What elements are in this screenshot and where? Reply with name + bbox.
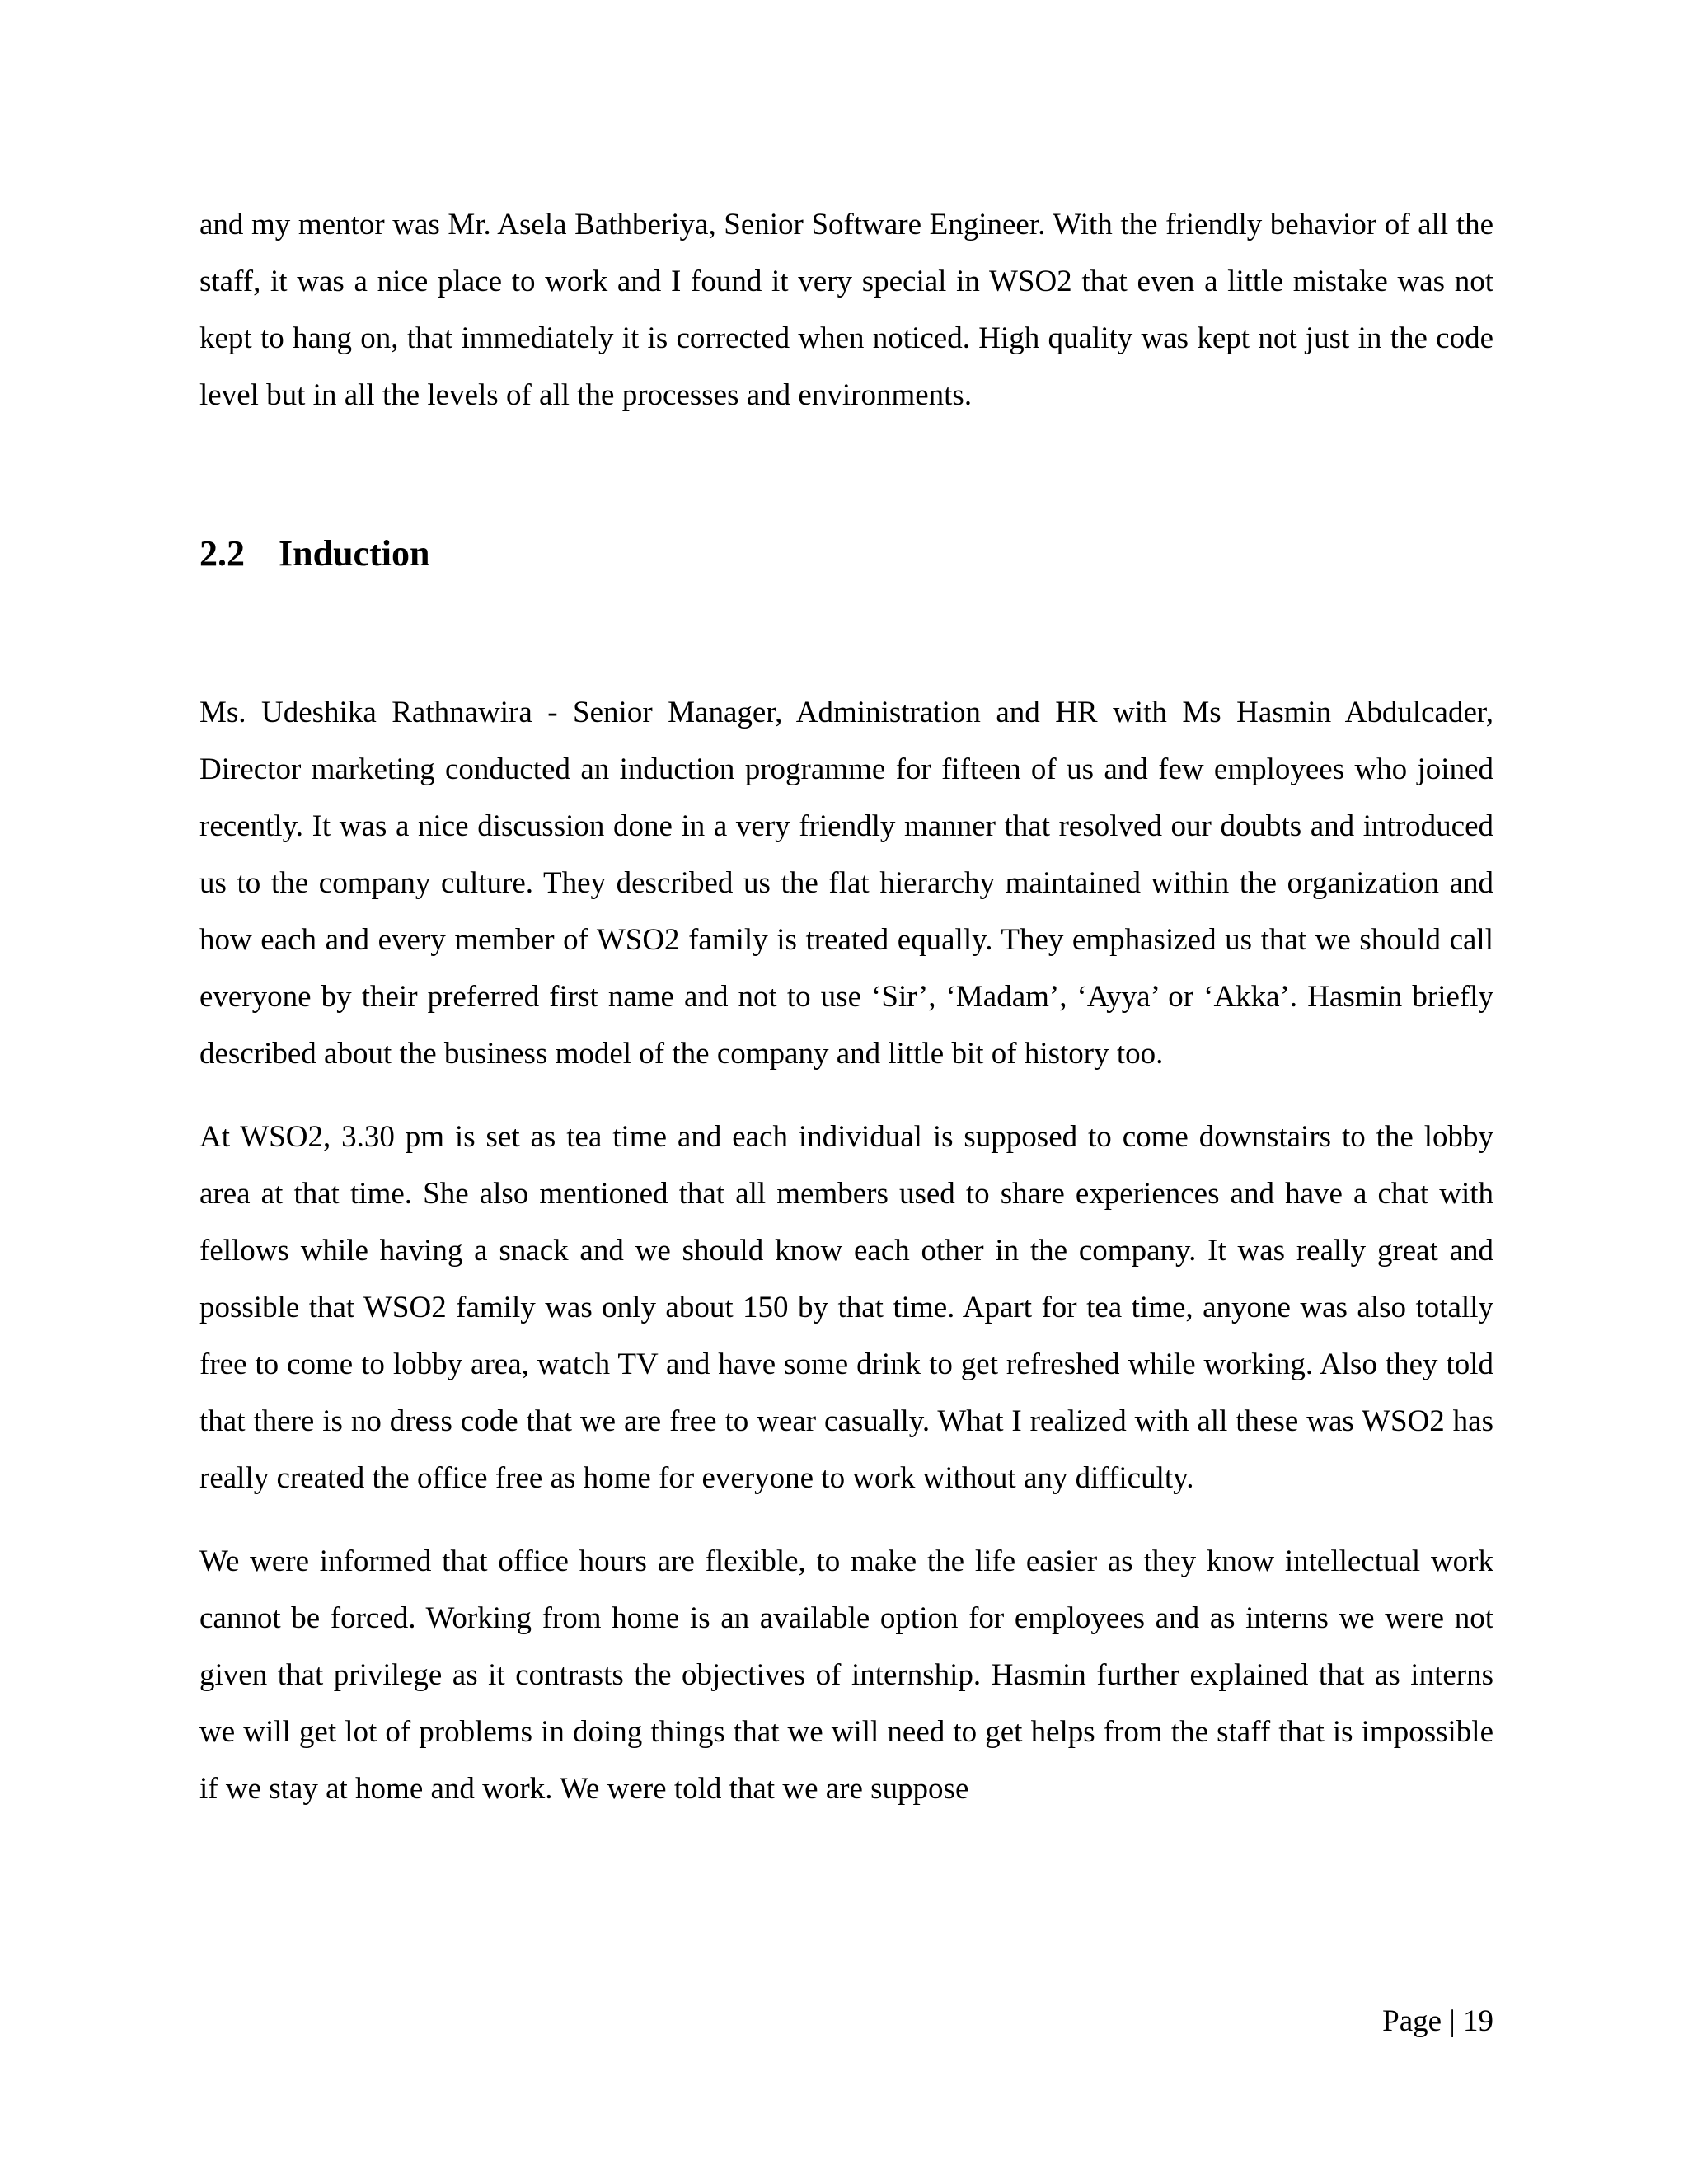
paragraph-induction-overview: Ms. Udeshika Rathnawira - Senior Manager, Administration and HR with Ms Hasmin Abdulcader, Director marketing conducted an induction programme for fifteen of us and few employees who joined recently. It was a nice discussion done in a very friendly manner that resolved our doubts and introduced us to the company culture. They described us the flat hierarchy maintained within the organization and how each and every member of WSO2 family is treated equally. They emphasized us that we should call everyone by their preferred first name and not to use ‘Sir’, ‘Madam’, ‘Ayya’ or ‘Akka’. Hasmin briefly described about the business model of the company and little bit of history too.: [199, 696, 1493, 1071]
section-number: 2.2: [199, 533, 245, 574]
intro-paragraph: and my mentor was Mr. Asela Bathberiya, Senior Software Engineer. With the friendly behavior of all the staff, it was a nice place to work and I found it very special in WSO2 that even a little mistake was not kept to hang on, that immediately it is corrected when noticed. High quality was kept not just in the code level but in all the levels of all the processes and environments.: [199, 208, 1493, 412]
paragraph-tea-time: At WSO2, 3.30 pm is set as tea time and each individual is supposed to come downstairs to the lobby area at that time. She also mentioned that all members used to share experiences and have a chat with fellows while having a snack and we should know each other in the company. It was really great and possible that WSO2 family was only about 150 by that time. Apart for tea time, anyone was also totally free to come to lobby area, watch TV and have some drink to get refreshed while working. Also they told that there is no dress code that we are free to wear casually. What I realized with all these was WSO2 has really created the office free as home for everyone to work without any difficulty.: [199, 1120, 1493, 1495]
page-number: Page | 19: [1382, 2004, 1493, 2038]
section-heading-block: [199, 529, 1493, 579]
paragraph-office-hours: We were informed that office hours are flexible, to make the life easier as they know intellectual work cannot be forced. Working from home is an available option for employees and as interns we were not given that privilege as it contrasts the objectives of internship. Hasmin further explained that as interns we will get lot of problems in doing things that we will need to get helps from the staff that is impossible if we stay at home and work. We were told that we are suppose: [199, 1544, 1493, 1806]
page-content: [199, 196, 1493, 1817]
section-heading: [199, 529, 1493, 579]
section-title: Induction: [279, 533, 430, 574]
